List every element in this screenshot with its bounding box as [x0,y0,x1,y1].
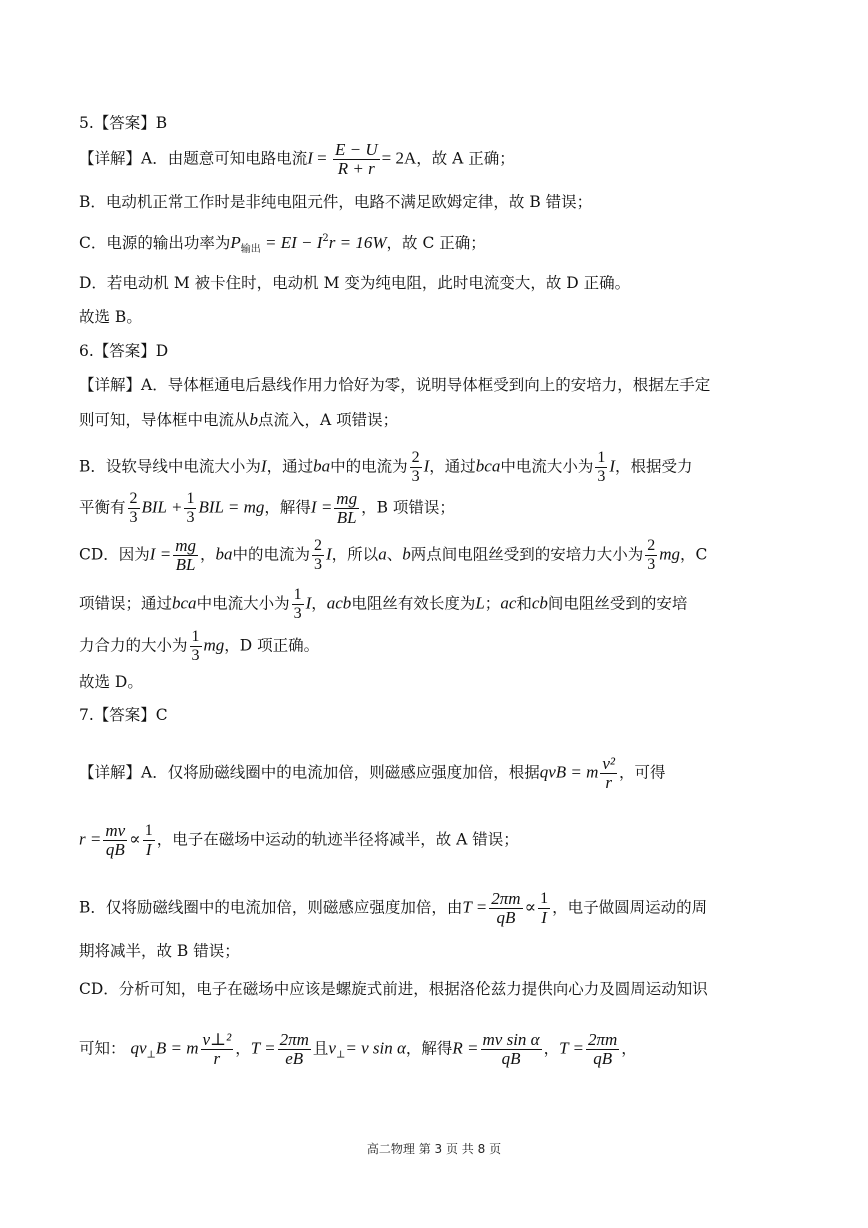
q7-fraction [586,1031,619,1068]
q6-symbol: a [378,544,387,564]
frac-den: BL [336,508,357,527]
q6-formula: BIL + [141,497,183,517]
q6-text: 中的电流为 [232,545,310,564]
q6-fraction [184,490,196,527]
q6-fraction [312,537,324,574]
q6-fraction [645,537,657,574]
q6-conclusion: 故选 D。 [79,673,143,691]
frac-den: I [541,908,547,927]
q6-line-a: 【详解】A．导体框通电后悬线作用力恰好为零，说明导体框受到向上的安培力，根据左手定 [79,376,711,394]
frac-den: 3 [647,556,656,573]
q6-symbol: acb [326,593,352,613]
q6-text: 、 [386,545,403,564]
q7-line-a2 [79,822,519,859]
q7-text: 【详解】A．仅将励磁线圈中的电流加倍，则磁感应强度加倍，根据 [79,763,540,782]
q5-text: ，故 C 正确； [386,234,486,252]
frac-den: 3 [597,468,606,485]
q7-fraction [201,1031,234,1068]
q5-line-a: 【详解】A．由题意可知电路电流I = $\frac{E - U}{R + r}$ = 2A，故 A 正确； [79,140,515,178]
q6-text: ， [199,545,216,564]
frac-num: v⊥² [202,1030,232,1049]
q7-fraction [489,890,522,927]
q6-text: ，所以 [331,545,379,564]
q7-subscript: ⊥ [335,1049,346,1061]
q7-text: ， [543,1039,560,1058]
q5-formula: I [307,148,313,168]
q6-fraction [334,490,359,527]
q6-text: ； [484,594,501,613]
q6-answer: 6.【答案】D [79,342,169,360]
q6-formula: mg [659,544,680,564]
q5-text: 【详解】A．由题意可知电路电流 [79,149,308,168]
q5-answer: 5.【答案】B [79,114,168,132]
q7-formula: v [328,1038,336,1058]
frac-den: qB [105,840,125,859]
q6-text: 则可知，导体框中电流从 [79,411,250,429]
q6-line-a2 [79,409,398,431]
frac-num: 1 [597,449,606,466]
q6-fraction [190,628,202,665]
q6-symbol: I [609,456,616,476]
frac-num: mv [105,821,126,840]
frac-den: I [145,840,152,859]
q6-text: 间电阻丝受到的安培 [547,594,688,613]
q6-symbol: I [326,544,332,564]
frac-den: qB [496,908,516,927]
q7-formula: qv [130,1038,147,1058]
q7-formula: R = [452,1038,479,1058]
q6-line-b2 [79,490,455,527]
q7-formula: T = [462,897,488,917]
q6-text: ，解得 [264,498,311,517]
q6-symbol: bca [475,456,501,476]
q6-symbol: I [305,593,312,613]
q7-proportional: ∝ [129,829,141,849]
frac-num: E − U [334,140,378,159]
q6-text: ，D 项正确。 [224,636,320,655]
page-footer: 高二物理 第 3 页 共 8 页 [366,1142,502,1156]
frac-den: 3 [293,605,302,622]
frac-den: 3 [411,468,420,485]
frac-num: 1 [191,628,200,645]
q7-fraction [600,755,617,792]
q7-text: B．仅将励磁线圈中的电流加倍，则磁感应强度加倍，由 [79,898,463,917]
q6-text: 两点间电阻丝受到的安培力大小为 [410,545,644,564]
q6-text: CD．因为 [79,545,150,564]
frac-den: R + r [337,159,375,178]
q6-line-b [79,449,693,486]
q6-symbol: b [249,410,259,429]
frac-den: r [213,1049,221,1068]
q6-symbol: ac [500,593,517,613]
q7-answer: 7.【答案】C [79,706,168,724]
frac-num: 2πm [491,889,521,908]
q6-text: 力合力的大小为 [79,636,188,655]
frac-den: 3 [129,509,138,526]
frac-num: 2 [647,537,656,554]
q6-text: ，C [680,545,708,564]
q6-fraction [595,449,607,486]
frac-den: BL [175,555,196,574]
q7-line-c: CD．分析可知，电子在磁场中应该是螺旋式前进，根据洛伦兹力提供向心力及圆周运动知识 [79,980,708,998]
q6-formula: I = [149,544,172,564]
q6-text: ，B 项错误； [361,498,455,517]
q6-symbol: b [402,544,411,564]
q7-line-c2 [79,1031,637,1068]
frac-num: 1 [293,586,302,603]
q7-text: ， [621,1039,637,1058]
q6-text: 和 [516,594,532,613]
frac-num: 2πm [587,1030,618,1049]
frac-num: v² [602,754,616,773]
q6-formula: I = [310,497,333,517]
q6-text: ， [311,594,327,613]
frac-den: 3 [191,647,200,664]
q6-fraction [128,490,140,527]
q5-line-d: D．若电动机 M 被卡住时，电动机 M 变为纯电阻，此时电流变大，故 D 正确。 [79,274,631,292]
frac-den: r [605,773,613,792]
q6-formula: mg [203,635,225,655]
frac-den: eB [285,1049,304,1068]
q7-text: ，电子做圆周运动的周 [552,898,708,917]
q7-fraction [278,1031,311,1068]
q7-line-b [79,890,707,927]
q7-fraction [481,1031,542,1068]
frac-num: 2 [411,449,420,466]
frac-num: mv sin α [482,1030,540,1049]
q6-symbol: I [260,456,267,476]
q6-line-c [79,537,707,574]
q5-subscript: 输出 [240,244,261,255]
q5-line-c [79,228,486,261]
q6-line-c2 [79,586,687,623]
q6-symbol: cb [531,593,548,613]
q7-formula: T = [559,1038,584,1058]
q7-text: ，可得 [619,763,666,782]
frac-num: mg [336,489,358,508]
q7-text: ，电子在磁场中运动的轨迹半径将减半，故 A 错误； [156,830,519,849]
q5-text: ，故 A 正确； [416,149,515,168]
frac-den: 3 [186,509,195,526]
q6-symbol: ba [313,456,331,476]
frac-num: 2 [129,490,138,507]
q6-text: ，通过 [429,457,476,476]
q5-conclusion: 故选 B。 [79,308,142,326]
q7-text: 可知： [79,1039,126,1058]
q5-fraction [333,141,380,178]
q6-line-c3 [79,628,319,665]
q5-symbol: P [230,233,241,252]
q6-symbol: I [423,456,430,476]
q7-line-b2: 期将减半，故 B 错误； [79,942,240,960]
q6-formula: BIL = mg [198,497,265,517]
q6-text: 平衡有 [79,498,126,517]
q7-line-a [79,755,666,792]
q6-fraction [173,537,198,574]
frac-num: 1 [144,822,153,839]
q6-symbol: L [475,593,485,613]
q5-text: C．电源的输出功率为 [79,234,231,252]
q6-fraction [410,449,422,486]
q7-proportional: ∝ [524,897,537,917]
q6-text: 点流入，A 项错误； [258,411,399,429]
q5-value: = 2A [381,148,417,168]
frac-num: 1 [186,490,195,507]
q6-text: 中的电流为 [330,457,408,476]
q6-fraction [292,586,304,623]
q6-text: ，根据受力 [615,457,693,476]
q5-line-b: B．电动机正常工作时是非纯电阻元件，电路不满足欧姆定律，故 B 错误； [79,193,593,211]
q5-superscript: 2 [322,233,329,244]
q5-formula: r = 16W [328,233,387,252]
q6-text: 项错误；通过 [79,594,173,613]
q6-text: 电阻丝有效长度为 [351,594,476,613]
q6-text: B．设软导线中电流大小为 [79,457,261,476]
q7-fraction [538,890,550,927]
frac-num: 1 [540,890,549,907]
q7-fraction [103,822,127,859]
q7-formula: qvB = m [539,762,599,782]
q7-formula: T = [250,1038,276,1058]
q6-symbol: bca [172,593,197,613]
frac-num: mg [175,536,196,555]
frac-num: 2 [314,537,322,554]
q7-text: ，解得 [405,1039,453,1058]
q7-subscript: ⊥ [146,1049,156,1061]
q6-text: ，通过 [266,457,314,476]
frac-num: 2πm [279,1030,309,1049]
q6-text: 中电流大小为 [196,594,290,613]
frac-den: qB [501,1049,521,1068]
q6-text: 中电流大小为 [500,457,594,476]
frac-den: 3 [314,556,322,573]
q7-formula: B = m [155,1038,199,1058]
q7-text: 且 [312,1039,329,1058]
q7-formula: = v sin α [345,1038,406,1058]
q6-symbol: ba [215,544,233,564]
q7-text: ， [235,1039,251,1058]
q5-formula: = EI − I [260,233,323,252]
q7-fraction [143,822,155,859]
q7-formula: r = [79,829,102,849]
frac-den: qB [593,1049,613,1068]
